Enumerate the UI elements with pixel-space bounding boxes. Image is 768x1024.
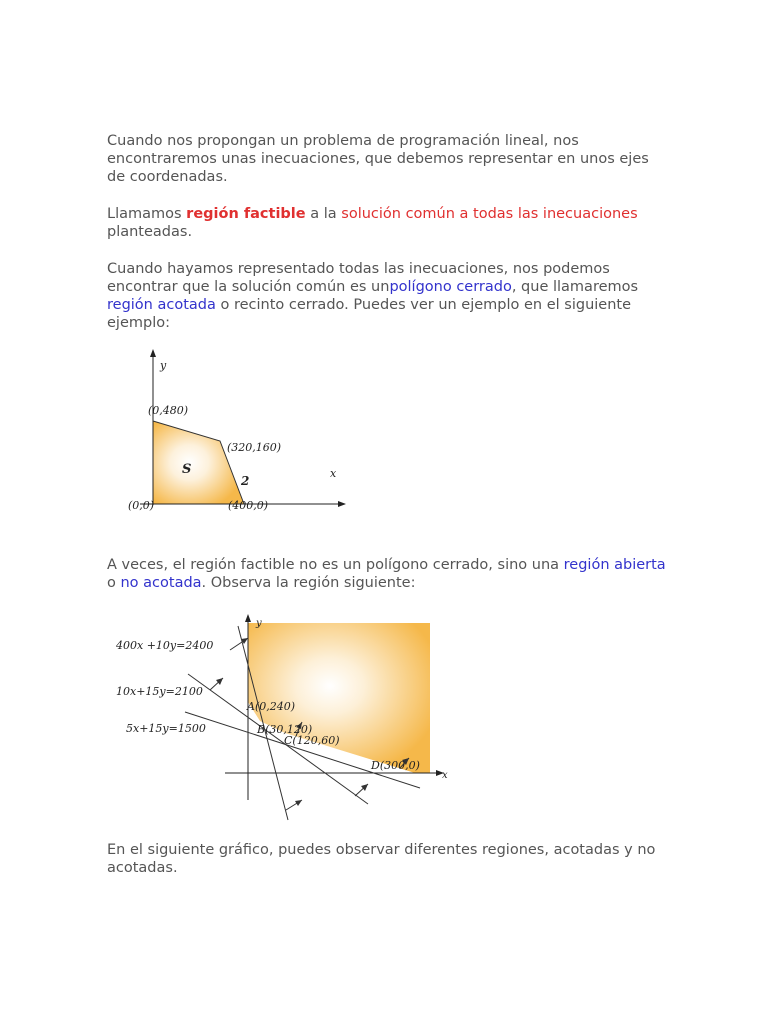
vertex-a-label: A(0,240): [247, 700, 296, 713]
fig1-vertex-top: (0,480): [148, 404, 189, 417]
closing-paragraph: En el siguiente gráfico, puedes observar diferentes regiones, acotadas y no acotadas.: [107, 842, 656, 876]
term-solucion-comun: solución común a todas las inecuaciones: [341, 206, 638, 222]
fig1-vertex-origin: (0,0): [128, 499, 155, 512]
fig1-axis-y-label: y: [160, 359, 167, 372]
p2-text-5: planteadas.: [107, 224, 193, 240]
bounded-region-paragraph: [107, 260, 667, 332]
term-no-acotada: no acotada: [120, 575, 202, 591]
fig1-axis-x-label: x: [330, 467, 337, 480]
p3-text-3: , que llamaremos: [511, 279, 639, 295]
fig2-axis-y-label: y: [256, 618, 262, 629]
term-region-factible: región factible: [186, 206, 306, 222]
y-axis-arrow-icon: [150, 349, 156, 357]
term-poligono-cerrado: polígono cerrado: [389, 279, 512, 295]
p3-text-5: o recinto cerrado. Puedes ver un ejemplo en el siguiente ejemplo:: [107, 297, 632, 331]
intro-paragraph: Cuando nos propongan un problema de programación lineal, nos encontraremos unas inecuaciones, que debemos representar en unos ejes de coordenadas.: [107, 133, 649, 185]
eq1-label: 400x +10y=2400: [116, 639, 214, 652]
p4-text-3: o: [107, 575, 121, 591]
term-region-acotada: región acotada: [107, 297, 216, 313]
fig1-vertex-mid: (320,160): [227, 441, 282, 454]
open-region-paragraph: [107, 556, 667, 592]
fig1-line-label: 2: [241, 474, 250, 488]
p3-text-1: Cuando hayamos representado todas las inecuaciones, nos podemos encontrar que la solución común es un: [107, 261, 610, 295]
p4-text-5: . Observa la región siguiente:: [201, 575, 416, 591]
fig1-region-label: S: [182, 462, 192, 477]
vertex-c-label: C(120,60): [284, 734, 340, 747]
fig2-y-axis-arrow-icon: [245, 614, 251, 622]
feasible-polygon: [153, 421, 244, 504]
p2-text-1: Llamamos: [107, 206, 187, 222]
feasible-region-paragraph: [107, 205, 667, 241]
fig2-axis-x-label: x: [442, 770, 448, 781]
fig1-vertex-right: (400,0): [228, 499, 269, 512]
x-axis-arrow-icon: [338, 501, 346, 507]
p4-text-1: A veces, el región factible no es un polígono cerrado, sino una: [107, 557, 564, 573]
vertex-b-label: B(30,120): [257, 723, 313, 736]
eq3-label: 5x+15y=1500: [126, 722, 206, 735]
vertex-d-label: D(300,0): [371, 759, 420, 772]
p2-text-3: a la: [305, 206, 342, 222]
bounded-region-figure: [120, 345, 360, 520]
term-region-abierta: región abierta: [563, 557, 666, 573]
arrow-eq1b-head-icon: [295, 800, 302, 806]
unbounded-feasible-region: [248, 623, 430, 773]
eq2-label: 10x+15y=2100: [116, 685, 203, 698]
unbounded-region-figure: [110, 608, 455, 823]
